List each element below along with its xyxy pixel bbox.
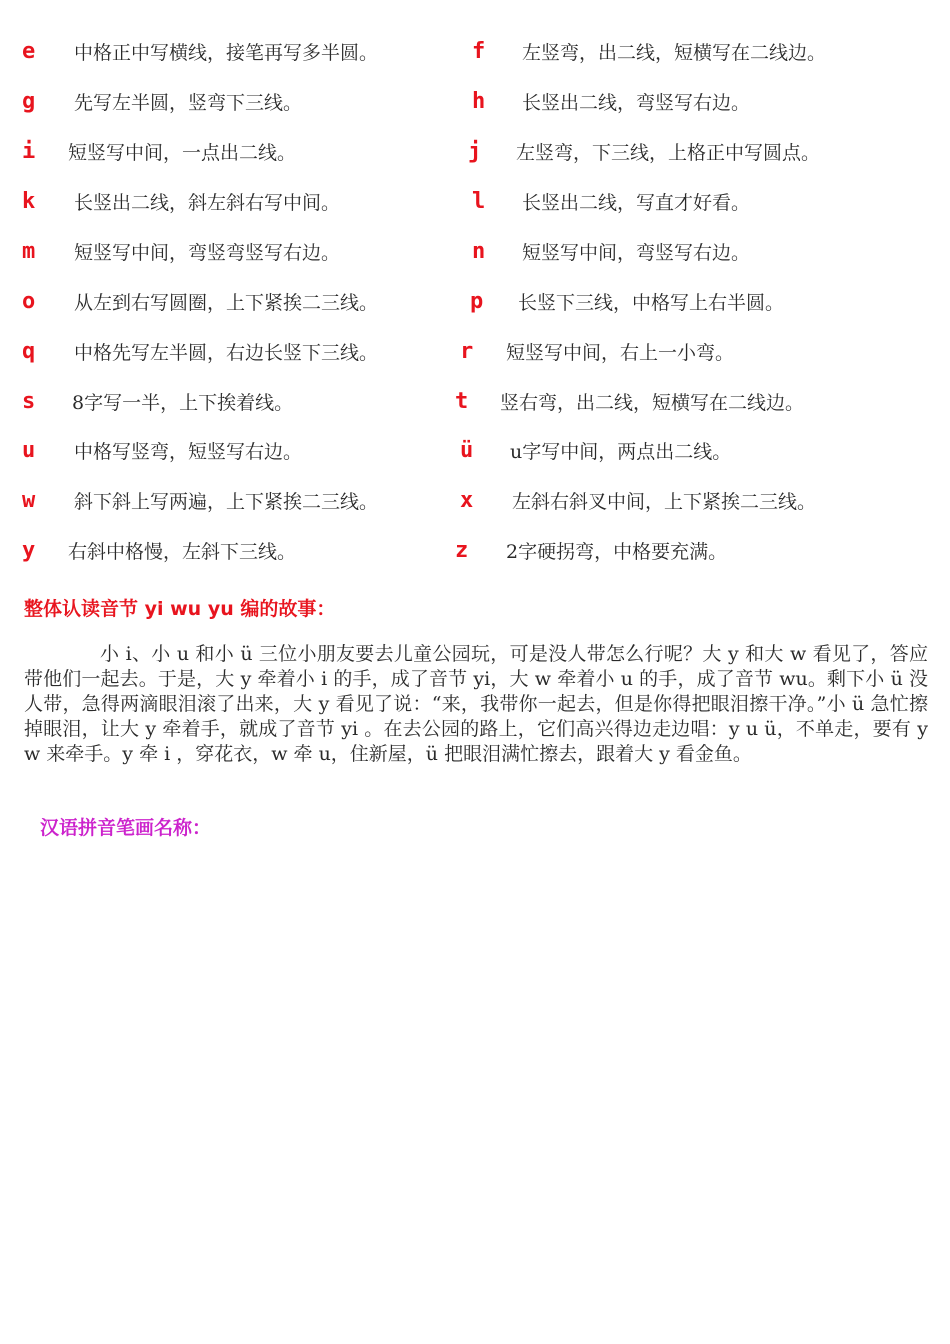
pinyin-letter: g	[22, 89, 36, 114]
writing-tip: 中格先写左半圆，右边长竖下三线。	[74, 342, 379, 364]
pinyin-letter: y	[22, 538, 36, 563]
writing-tip: 长竖出二线，弯竖写右边。	[522, 92, 751, 114]
writing-tip: 短竖写中间，弯竖写右边。	[522, 242, 751, 264]
writing-tip: 短竖写中间，弯竖弯竖写右边。	[74, 242, 341, 264]
writing-tip: 先写左半圆，竖弯下三线。	[74, 92, 303, 114]
writing-tip: 2字硬拐弯，中格要充满。	[506, 541, 728, 563]
writing-tip: 短竖写中间，右上一小弯。	[506, 342, 735, 364]
writing-tip: 竖右弯，出二线，短横写在二线边。	[500, 392, 805, 414]
writing-tip: 左斜右斜叉中间，上下紧挨二三线。	[512, 491, 817, 513]
pinyin-letter: x	[460, 488, 474, 513]
writing-tip: 长竖下三线，中格写上右半圆。	[518, 292, 785, 314]
letter-row	[0, 431, 950, 471]
pinyin-letter: n	[472, 239, 486, 264]
pinyin-letter: q	[22, 339, 36, 364]
letter-row	[0, 232, 950, 272]
pinyin-letter: j	[468, 139, 482, 164]
pinyin-letter: ü	[460, 438, 474, 463]
pinyin-letter: p	[470, 289, 484, 314]
pinyin-letter: f	[472, 39, 486, 64]
writing-tip: 斜下斜上写两遍，上下紧挨二三线。	[74, 491, 379, 513]
pinyin-letter: m	[22, 239, 36, 264]
pinyin-letter: t	[455, 389, 469, 414]
letter-row	[0, 32, 950, 72]
letter-row	[0, 82, 950, 122]
writing-tip: u字写中间，两点出二线。	[510, 441, 732, 463]
story-paragraph	[24, 642, 928, 767]
strokes-heading: 汉语拼音笔画名称：	[40, 817, 212, 839]
pinyin-letter: z	[455, 538, 469, 563]
pinyin-letter: i	[22, 139, 36, 164]
letter-row	[0, 382, 950, 422]
letter-row	[0, 531, 950, 571]
writing-tip: 左竖弯，下三线，上格正中写圆点。	[516, 142, 821, 164]
letter-row	[0, 282, 950, 322]
pinyin-letter: o	[22, 289, 36, 314]
story-heading: 整体认读音节 yi wu yu 编的故事：	[24, 598, 336, 620]
letter-row	[0, 132, 950, 172]
pinyin-letter: e	[22, 39, 36, 64]
writing-tip: 8字写一半，上下挨着线。	[72, 392, 294, 414]
pinyin-letter: r	[460, 339, 474, 364]
writing-tip: 左竖弯，出二线，短横写在二线边。	[522, 42, 827, 64]
letter-row	[0, 332, 950, 372]
pinyin-letter: l	[472, 189, 486, 214]
writing-tip: 中格写竖弯，短竖写右边。	[74, 441, 303, 463]
pinyin-letter: k	[22, 189, 36, 214]
pinyin-letter: s	[22, 389, 36, 414]
writing-tip: 长竖出二线，斜左斜右写中间。	[74, 192, 341, 214]
story-text: 小 i、小 u 和小 ü 三位小朋友要去儿童公园玩，可是没人带怎么行呢？大 y 和大 w 看见了，答应带他们一起去。于是，大 y 牵着小 i 的手，成了音节 yi，大 w 牵着小 u 的手，成了音节 wu。剩下小 ü 没人带，急得两滴眼泪滚了出来，大 y 看见了说：“来，我带你一起去，但是你得把眼泪擦干净。”小 ü 急忙擦掉眼泪，让大 y 牵着手，就成了音节 yi 。在去公园的路上，它们高兴得边走边唱：y u ü，不单走，要有 y w 来牵手。y 牵 i ，穿花衣，w 牵 u，住新屋，ü 把眼泪满忙擦去，跟着大 y 看金鱼。	[24, 643, 928, 765]
letter-row	[0, 481, 950, 521]
pinyin-letter: h	[472, 89, 486, 114]
writing-tip: 中格正中写横线，接笔再写多半圆。	[74, 42, 379, 64]
writing-tip: 长竖出二线，写直才好看。	[522, 192, 751, 214]
writing-tip: 右斜中格慢，左斜下三线。	[68, 541, 297, 563]
writing-tip: 从左到右写圆圈，上下紧挨二三线。	[74, 292, 379, 314]
pinyin-letter: w	[22, 488, 36, 513]
writing-tip: 短竖写中间，一点出二线。	[68, 142, 297, 164]
pinyin-letter: u	[22, 438, 36, 463]
letter-row	[0, 182, 950, 222]
